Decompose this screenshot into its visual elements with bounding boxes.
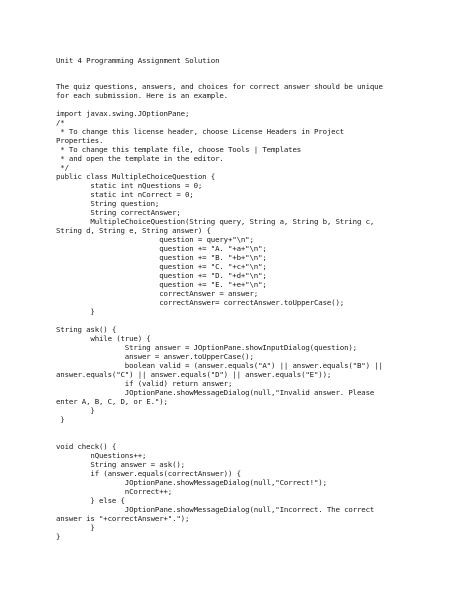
code-line: } <box>56 415 65 424</box>
code-line: String question; <box>56 199 160 208</box>
code-line: enter A, B, C, D, or E."); <box>56 397 168 406</box>
code-line: * To change this template file, choose Tools | Templates <box>56 145 302 154</box>
code-line: Properties. <box>56 136 104 145</box>
code-line: nQuestions++; <box>56 451 147 460</box>
code-line: JOptionPane.showMessageDialog(null,"Correct!"); <box>56 478 327 487</box>
code-line: answer is "+correctAnswer+"."); <box>56 514 190 523</box>
code-line: import javax.swing.JOptionPane; <box>56 109 190 118</box>
code-line: question += "E. "+e+"\n"; <box>56 280 267 289</box>
code-line: } <box>56 523 95 532</box>
code-line: if (answer.equals(correctAnswer)) { <box>56 469 241 478</box>
code-line: question += "A. "+a+"\n"; <box>56 244 267 253</box>
code-line: public class MultipleChoiceQuestion { <box>56 172 216 181</box>
code-line: String ask() { <box>56 325 117 334</box>
code-line: * and open the template in the editor. <box>56 154 224 163</box>
code-line: static int nCorrect = 0; <box>56 190 194 199</box>
code-line: if (valid) return answer; <box>56 379 233 388</box>
document-title: Unit 4 Programming Assignment Solution <box>56 56 220 65</box>
code-line: * To change this license header, choose License Headers in Project <box>56 127 345 136</box>
code-line: correctAnswer= correctAnswer.toUpperCase(); <box>56 298 345 307</box>
code-line: boolean valid = (answer.equals("A") || answer.equals("B") || <box>56 361 383 370</box>
code-line: MultipleChoiceQuestion(String query, String a, String b, String c, <box>56 217 375 226</box>
code-line: correctAnswer = answer; <box>56 289 259 298</box>
code-line: /* <box>56 118 65 127</box>
code-line: question += "B. "+b+"\n"; <box>56 253 267 262</box>
code-line: String correctAnswer; <box>56 208 181 217</box>
intro-line-1: The quiz questions, answers, and choices for correct answer should be unique <box>56 82 383 91</box>
code-line: question = query+"\n"; <box>56 235 254 244</box>
code-line: question += "C. "+c+"\n"; <box>56 262 267 271</box>
code-line: answer.equals("C") || answer.equals("D") || answer.equals("E")); <box>56 370 332 379</box>
code-line: question += "D. "+d+"\n"; <box>56 271 267 280</box>
code-line: JOptionPane.showMessageDialog(null,"Incorrect. The correct <box>56 505 375 514</box>
code-line: } <box>56 406 95 415</box>
code-line: JOptionPane.showMessageDialog(null,"Invalid answer. Please <box>56 388 375 397</box>
code-line: } <box>56 307 95 316</box>
code-line: String answer = ask(); <box>56 460 185 469</box>
code-line: String d, String e, String answer) { <box>56 226 211 235</box>
code-line: } <box>56 532 61 541</box>
code-line: String answer = JOptionPane.showInputDialog(question); <box>56 343 357 352</box>
code-line: void check() { <box>56 442 117 451</box>
code-line: */ <box>56 163 69 172</box>
code-line: } else { <box>56 496 125 505</box>
code-line: answer = answer.toUpperCase(); <box>56 352 254 361</box>
code-line: while (true) { <box>56 334 151 343</box>
intro-line-2: for each submission. Here is an example. <box>56 91 228 100</box>
code-line: nCorrect++; <box>56 487 173 496</box>
code-line: static int nQuestions = 0; <box>56 181 203 190</box>
